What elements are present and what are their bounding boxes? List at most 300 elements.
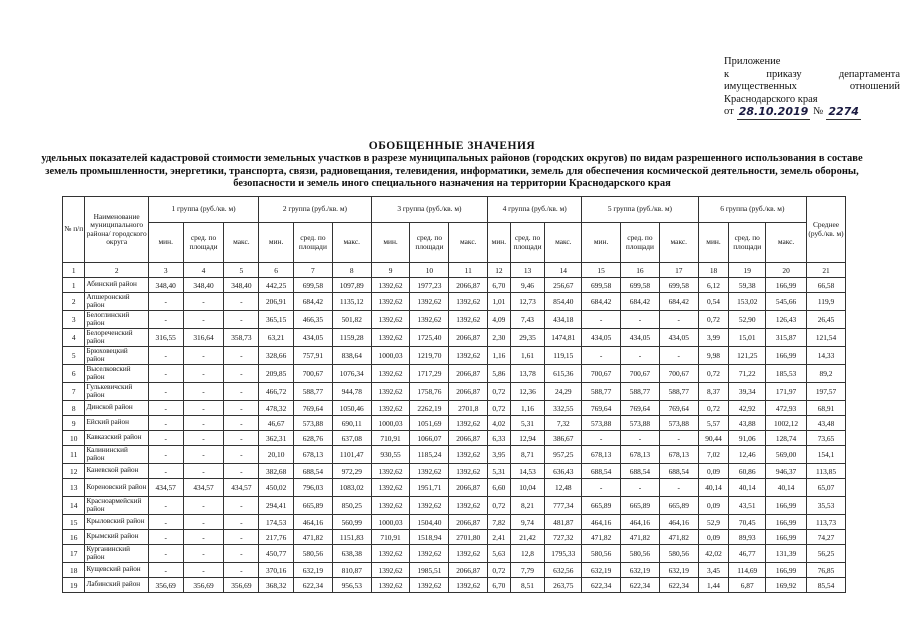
value-cell: 588,77 (293, 383, 332, 401)
column-index: 10 (410, 263, 449, 278)
appendix-from: от (724, 106, 734, 117)
value-cell: 166,99 (766, 347, 807, 365)
value-cell: 1392,62 (449, 416, 488, 431)
row-number: 6 (63, 365, 85, 383)
value-cell: 2066,87 (449, 383, 488, 401)
value-cell: 665,89 (621, 497, 660, 515)
value-cell: 1101,47 (332, 446, 371, 464)
value-cell: 632,19 (582, 563, 621, 578)
value-cell: 113,73 (807, 515, 846, 530)
value-cell: - (148, 293, 183, 311)
value-cell: 684,42 (659, 293, 698, 311)
value-cell: 315,87 (766, 329, 807, 347)
value-cell: - (148, 464, 183, 479)
value-cell: 2066,87 (449, 431, 488, 446)
value-cell: 0,72 (698, 401, 729, 416)
table-row (63, 545, 846, 563)
value-cell: - (659, 431, 698, 446)
value-cell: 1000,03 (371, 416, 410, 431)
column-index: 1 (63, 263, 85, 278)
value-cell: 65,07 (807, 479, 846, 497)
value-cell: 3,99 (698, 329, 729, 347)
district-name: Крыловский район (85, 515, 148, 530)
value-cell: 1135,12 (332, 293, 371, 311)
value-cell: 35,53 (807, 497, 846, 515)
table-row (63, 563, 846, 578)
group1-max-header: макс. (224, 223, 259, 263)
value-cell: 573,88 (659, 416, 698, 431)
col-number-header: № п/п (63, 197, 85, 263)
value-cell: 854,40 (545, 293, 582, 311)
value-cell: - (224, 497, 259, 515)
value-cell: 710,91 (371, 431, 410, 446)
value-cell: 1518,94 (410, 530, 449, 545)
value-cell: 684,42 (582, 293, 621, 311)
appendix-line4: Краснодарского края (724, 93, 818, 105)
value-cell: 1951,71 (410, 479, 449, 497)
group4-avg-header: сред. по площади (510, 223, 545, 263)
value-cell: - (224, 311, 259, 329)
group6-min-header: мин. (698, 223, 729, 263)
value-cell: 2066,87 (449, 479, 488, 497)
value-cell: 464,16 (582, 515, 621, 530)
value-cell: - (621, 347, 660, 365)
value-cell: 0,72 (698, 365, 729, 383)
value-cell: 174,53 (259, 515, 294, 530)
table-row (63, 383, 846, 401)
value-cell: 700,67 (582, 365, 621, 383)
value-cell: 1392,62 (449, 446, 488, 464)
value-cell: 588,77 (582, 383, 621, 401)
value-cell: 769,64 (621, 401, 660, 416)
value-cell: 12,36 (510, 383, 545, 401)
value-cell: - (148, 416, 183, 431)
value-cell: - (183, 293, 224, 311)
column-index-row (63, 263, 846, 278)
value-cell: 114,69 (729, 563, 766, 578)
value-cell: 42,02 (698, 545, 729, 563)
value-cell: - (183, 497, 224, 515)
value-cell: 368,32 (259, 578, 294, 593)
row-number: 18 (63, 563, 85, 578)
group2-header: 2 группа (руб./кв. м) (259, 197, 371, 223)
district-name: Выселковский район (85, 365, 148, 383)
value-cell: 946,37 (766, 464, 807, 479)
value-cell: 2066,87 (449, 563, 488, 578)
value-cell: 21,42 (510, 530, 545, 545)
value-cell: 1392,62 (371, 383, 410, 401)
value-cell: 2066,87 (449, 365, 488, 383)
table-row (63, 497, 846, 515)
value-cell: 166,99 (766, 278, 807, 293)
group6-header: 6 группа (руб./кв. м) (698, 197, 806, 223)
appendix-line3b: отношений (849, 81, 900, 92)
value-cell: 838,64 (332, 347, 371, 365)
value-cell: 7,43 (510, 311, 545, 329)
value-cell: 1795,33 (545, 545, 582, 563)
value-cell: 665,89 (582, 497, 621, 515)
value-cell: - (183, 515, 224, 530)
value-cell: 154,1 (807, 446, 846, 464)
value-cell: - (183, 416, 224, 431)
value-cell: 560,99 (332, 515, 371, 530)
value-cell: 8,21 (510, 497, 545, 515)
value-cell: - (183, 383, 224, 401)
value-cell: 1159,28 (332, 329, 371, 347)
value-cell: - (224, 383, 259, 401)
value-cell: 1000,03 (371, 347, 410, 365)
table-row (63, 479, 846, 497)
value-cell: 1392,62 (371, 497, 410, 515)
value-cell: 622,34 (621, 578, 660, 593)
value-cell: 690,11 (332, 416, 371, 431)
district-name: Ейский район (85, 416, 148, 431)
table-row (63, 329, 846, 347)
value-cell: 13,78 (510, 365, 545, 383)
value-cell: 699,58 (582, 278, 621, 293)
value-cell: 0,72 (488, 401, 510, 416)
district-name: Брюховецкий район (85, 347, 148, 365)
value-cell: 1392,62 (371, 578, 410, 593)
value-cell: 478,32 (259, 401, 294, 416)
document-subtitle: удельных показателей кадастровой стоимости земельных участков в разрезе муниципальных районов (городских округов) по видам разрешенного использования в составе земель промышленности, энергетики, транспорта, связи, радиовещания, телевидения, информатики, земель для обеспечения космической деятельности, земель обороны, безопасности и земель иного специального назначения на территории Краснодарского края (41, 153, 863, 189)
value-cell: 1392,62 (410, 545, 449, 563)
value-cell: - (148, 347, 183, 365)
value-cell: 464,16 (293, 515, 332, 530)
value-cell: 7,02 (698, 446, 729, 464)
row-number: 17 (63, 545, 85, 563)
value-cell: 9,98 (698, 347, 729, 365)
value-cell: 263,75 (545, 578, 582, 593)
value-cell: 348,40 (224, 278, 259, 293)
row-number: 12 (63, 464, 85, 479)
district-name: Кореновский район (85, 479, 148, 497)
value-cell: 39,34 (729, 383, 766, 401)
value-cell: 12,46 (729, 446, 766, 464)
column-index: 19 (729, 263, 766, 278)
value-cell: 684,42 (293, 293, 332, 311)
value-cell: 464,16 (659, 515, 698, 530)
value-cell: 678,13 (621, 446, 660, 464)
value-cell: 14,33 (807, 347, 846, 365)
value-cell: 1083,02 (332, 479, 371, 497)
value-cell: 6,12 (698, 278, 729, 293)
value-cell: 699,58 (621, 278, 660, 293)
column-index: 4 (183, 263, 224, 278)
value-cell: 638,38 (332, 545, 371, 563)
value-cell: 4,02 (488, 416, 510, 431)
value-cell: - (224, 347, 259, 365)
value-cell: - (148, 365, 183, 383)
value-cell: - (224, 401, 259, 416)
value-cell: 434,05 (621, 329, 660, 347)
value-cell: 588,77 (659, 383, 698, 401)
table-row (63, 365, 846, 383)
value-cell: - (582, 347, 621, 365)
value-cell: 632,56 (545, 563, 582, 578)
group4-min-header: мин. (488, 223, 510, 263)
value-cell: 622,34 (582, 578, 621, 593)
row-number: 7 (63, 383, 85, 401)
value-cell: 24,29 (545, 383, 582, 401)
value-cell: 362,31 (259, 431, 294, 446)
value-cell: 1,16 (510, 401, 545, 416)
value-cell: 1392,62 (410, 497, 449, 515)
value-cell: 12,73 (510, 293, 545, 311)
value-cell: 43,51 (729, 497, 766, 515)
column-index: 13 (510, 263, 545, 278)
value-cell: 8,71 (510, 446, 545, 464)
value-cell: 26,45 (807, 311, 846, 329)
value-cell: 131,39 (766, 545, 807, 563)
district-name: Динской район (85, 401, 148, 416)
value-cell: 580,56 (582, 545, 621, 563)
column-index: 12 (488, 263, 510, 278)
value-cell: 6,33 (488, 431, 510, 446)
value-cell: - (148, 563, 183, 578)
value-cell: 169,92 (766, 578, 807, 593)
table-row (63, 347, 846, 365)
value-cell: 0,09 (698, 497, 729, 515)
value-cell: 2066,87 (449, 515, 488, 530)
value-cell: 43,88 (729, 416, 766, 431)
value-cell: 5,63 (488, 545, 510, 563)
value-cell: 5,57 (698, 416, 729, 431)
value-cell: 91,06 (729, 431, 766, 446)
value-cell: 20,10 (259, 446, 294, 464)
value-cell: 1,16 (488, 347, 510, 365)
value-cell: - (183, 401, 224, 416)
value-cell: - (659, 347, 698, 365)
value-cell: 217,76 (259, 530, 294, 545)
value-cell: - (224, 530, 259, 545)
value-cell: - (148, 431, 183, 446)
value-cell: 1392,62 (371, 545, 410, 563)
value-cell: 1066,07 (410, 431, 449, 446)
appendix-number-sign: № (813, 106, 824, 117)
value-cell: 70,45 (729, 515, 766, 530)
value-cell: 1977,23 (410, 278, 449, 293)
value-cell: 569,00 (766, 446, 807, 464)
value-cell: 166,99 (766, 497, 807, 515)
table-row (63, 278, 846, 293)
value-cell: - (621, 311, 660, 329)
order-date: 28.10.2019 (738, 105, 809, 118)
document-title: ОБОБЩЕННЫЕ ЗНАЧЕНИЯ (368, 140, 536, 152)
column-index: 9 (371, 263, 410, 278)
value-cell: - (582, 311, 621, 329)
value-cell: 89,2 (807, 365, 846, 383)
value-cell: 43,48 (807, 416, 846, 431)
value-cell: 632,19 (659, 563, 698, 578)
value-cell: 850,25 (332, 497, 371, 515)
group5-min-header: мин. (582, 223, 621, 263)
value-cell: 699,58 (659, 278, 698, 293)
district-name: Крымский район (85, 530, 148, 545)
column-index: 17 (659, 263, 698, 278)
value-cell: - (183, 530, 224, 545)
value-cell: 688,54 (659, 464, 698, 479)
value-cell: 1392,62 (371, 464, 410, 479)
value-cell: 365,15 (259, 311, 294, 329)
value-cell: 128,74 (766, 431, 807, 446)
group3-header: 3 группа (руб./кв. м) (371, 197, 488, 223)
value-cell: - (582, 479, 621, 497)
value-cell: 46,67 (259, 416, 294, 431)
district-name: Белореченский район (85, 329, 148, 347)
value-cell: 348,40 (183, 278, 224, 293)
value-cell: 1392,62 (371, 479, 410, 497)
value-cell: 40,14 (698, 479, 729, 497)
row-number: 19 (63, 578, 85, 593)
row-number: 15 (63, 515, 85, 530)
value-cell: 615,36 (545, 365, 582, 383)
value-cell: 956,53 (332, 578, 371, 593)
value-cell: 1985,51 (410, 563, 449, 578)
district-name: Калининский район (85, 446, 148, 464)
value-cell: - (621, 431, 660, 446)
value-cell: - (183, 563, 224, 578)
value-cell: 545,66 (766, 293, 807, 311)
value-cell: - (183, 431, 224, 446)
value-cell: - (659, 311, 698, 329)
value-cell: 1050,46 (332, 401, 371, 416)
value-cell: 1,44 (698, 578, 729, 593)
value-cell: 1000,03 (371, 515, 410, 530)
value-cell: 2066,87 (449, 278, 488, 293)
value-cell: 442,25 (259, 278, 294, 293)
value-cell: 166,99 (766, 563, 807, 578)
appendix-line3a: имущественных (724, 81, 797, 92)
district-name: Апшеронский район (85, 293, 148, 311)
value-cell: 0,72 (488, 497, 510, 515)
column-index: 7 (293, 263, 332, 278)
value-cell: 688,54 (621, 464, 660, 479)
group1-avg-header: сред. по площади (183, 223, 224, 263)
value-cell: 678,13 (659, 446, 698, 464)
group4-header: 4 группа (руб./кв. м) (488, 197, 582, 223)
appendix-block (724, 56, 900, 120)
value-cell: 256,67 (545, 278, 582, 293)
value-cell: 0,72 (698, 311, 729, 329)
value-cell: 769,64 (582, 401, 621, 416)
value-cell: 471,82 (293, 530, 332, 545)
value-cell: 59,38 (729, 278, 766, 293)
row-number: 5 (63, 347, 85, 365)
value-cell: 2701,80 (449, 530, 488, 545)
value-cell: 294,41 (259, 497, 294, 515)
value-cell: 126,43 (766, 311, 807, 329)
group3-max-header: макс. (449, 223, 488, 263)
value-cell: 1392,62 (371, 278, 410, 293)
value-cell: 113,85 (807, 464, 846, 479)
value-cell: 40,14 (729, 479, 766, 497)
value-cell: 930,55 (371, 446, 410, 464)
value-cell: 356,69 (224, 578, 259, 593)
value-cell: - (148, 545, 183, 563)
value-cell: 119,15 (545, 347, 582, 365)
value-cell: 6,70 (488, 578, 510, 593)
value-cell: 1392,62 (449, 347, 488, 365)
column-index: 14 (545, 263, 582, 278)
value-cell: - (183, 311, 224, 329)
value-cell: 450,77 (259, 545, 294, 563)
value-cell: 957,25 (545, 446, 582, 464)
value-cell: - (148, 311, 183, 329)
value-cell: 632,19 (293, 563, 332, 578)
value-cell: - (183, 464, 224, 479)
value-cell: 678,13 (293, 446, 332, 464)
value-cell: 699,58 (293, 278, 332, 293)
group2-min-header: мин. (259, 223, 294, 263)
table-row (63, 416, 846, 431)
value-cell: 1051,69 (410, 416, 449, 431)
column-index: 2 (85, 263, 148, 278)
value-cell: 12,48 (545, 479, 582, 497)
value-cell: 1,01 (488, 293, 510, 311)
value-cell: 56,25 (807, 545, 846, 563)
value-cell: - (148, 497, 183, 515)
value-cell: - (148, 383, 183, 401)
district-name: Красноармейский район (85, 497, 148, 515)
value-cell: 206,91 (259, 293, 294, 311)
value-cell: - (224, 563, 259, 578)
district-name: Лабинский район (85, 578, 148, 593)
value-cell: 727,32 (545, 530, 582, 545)
column-index: 5 (224, 263, 259, 278)
group5-header: 5 группа (руб./кв. м) (582, 197, 699, 223)
district-name: Кущевский район (85, 563, 148, 578)
value-cell: 588,77 (621, 383, 660, 401)
value-cell: 0,54 (698, 293, 729, 311)
value-cell: 434,57 (183, 479, 224, 497)
value-cell: 434,18 (545, 311, 582, 329)
value-cell: 665,89 (293, 497, 332, 515)
group5-avg-header: сред. по площади (621, 223, 660, 263)
value-cell: 5,31 (510, 416, 545, 431)
value-cell: 1392,62 (371, 329, 410, 347)
value-cell: 580,56 (621, 545, 660, 563)
group1-min-header: мин. (148, 223, 183, 263)
value-cell: 628,76 (293, 431, 332, 446)
value-cell: 2262,19 (410, 401, 449, 416)
value-cell: 2,41 (488, 530, 510, 545)
value-cell: 481,87 (545, 515, 582, 530)
group6-max-header: макс. (766, 223, 807, 263)
value-cell: 434,57 (148, 479, 183, 497)
value-cell: 1758,76 (410, 383, 449, 401)
value-cell: 580,56 (659, 545, 698, 563)
value-cell: 471,82 (659, 530, 698, 545)
value-cell: 370,16 (259, 563, 294, 578)
value-cell: 573,88 (293, 416, 332, 431)
value-cell: 5,31 (488, 464, 510, 479)
group4-max-header: макс. (545, 223, 582, 263)
value-cell: 74,27 (807, 530, 846, 545)
value-cell: 684,42 (621, 293, 660, 311)
value-cell: - (148, 515, 183, 530)
value-cell: 810,87 (332, 563, 371, 578)
value-cell: 2701,8 (449, 401, 488, 416)
value-cell: 6,70 (488, 278, 510, 293)
value-cell: 466,35 (293, 311, 332, 329)
value-cell: 71,22 (729, 365, 766, 383)
column-index: 21 (807, 263, 846, 278)
value-cell: 972,29 (332, 464, 371, 479)
value-cell: 356,69 (148, 578, 183, 593)
table-row (63, 311, 846, 329)
value-cell: 10,04 (510, 479, 545, 497)
